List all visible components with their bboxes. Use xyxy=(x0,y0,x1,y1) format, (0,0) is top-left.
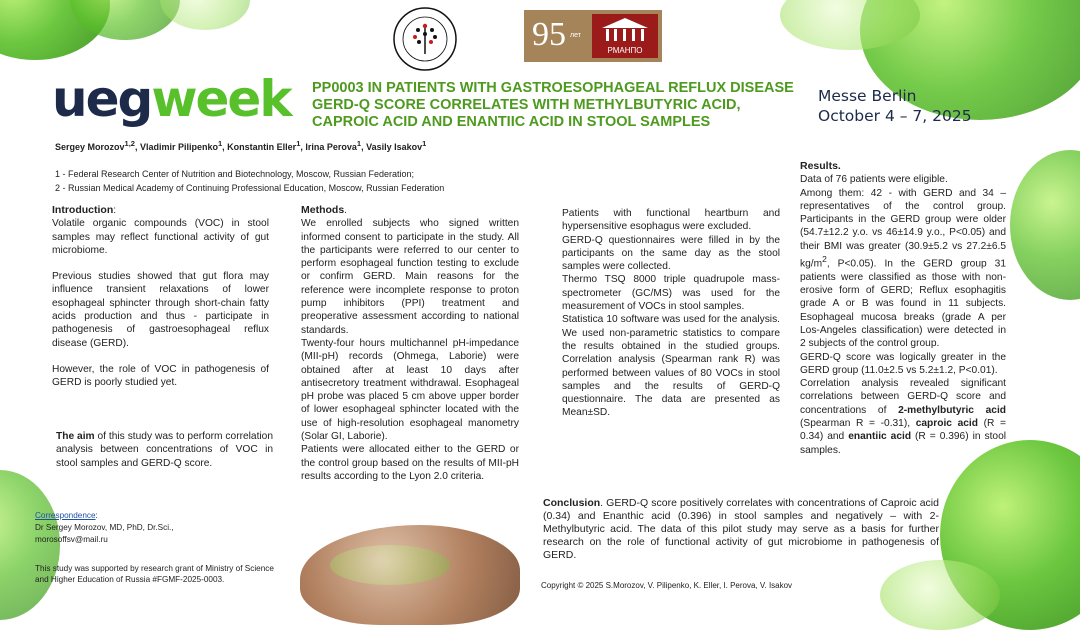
methods2-paragraph-4: Statistica 10 software was used for the analysis. We used non-parametric statistics to compare the results obtained in the studied groups. Correlation analysis (Spearman rank R) was performed between values of 80 VOCs in stool samples and the results of GERD-Q questionnaire. The data are presented as Mean±SD. xyxy=(562,314,780,419)
liver-vessels xyxy=(330,545,450,585)
results-text: (Spearman R = -0.31), xyxy=(800,418,916,430)
authors-line xyxy=(55,139,426,152)
methods2-paragraph-1: Patients with functional heartburn and hypersensitive esophagus were excluded. xyxy=(562,208,780,233)
methods-section xyxy=(301,204,519,483)
results-text: , P<0.05). In the GERD group 31 patients were classified as those with non-erosive form of GERD; Reflux esophagitis grade A or B was found in 11 subjects. Esophageal mucosa breaks (grade A per Los-Angeles classification) were detected in 2 subjects of the control group. xyxy=(800,258,1006,350)
results-paragraph-1: Data of 76 patients were eligible. xyxy=(800,174,948,186)
badge-number: 95 xyxy=(532,16,566,53)
results-section xyxy=(800,160,1006,457)
methods-continued-section xyxy=(562,207,780,420)
methods-paragraph-2: Twenty-four hours multichannel pH-impedance (MII-pH) records (Ohmega, Laborie) were obtained after at least 10 days after antisecretory treatment withdrawal. Esophageal pH probe was placed 5 cm above upper border of lower esophageal sphincter located with the use of high-resolution esophageal manometry (Solar GI, Laborie). xyxy=(301,337,519,443)
venue-name: Messe Berlin xyxy=(818,87,917,105)
poster-title xyxy=(312,80,802,131)
results-text: (R = 0.396) in stool samples. xyxy=(800,431,1006,456)
decor-shape-right xyxy=(1010,150,1080,300)
aim-section xyxy=(56,430,273,470)
author-name: , Irina Perova xyxy=(300,142,357,152)
author-name: , Vladimir Pilipenko xyxy=(134,142,218,152)
results-paragraph-4 xyxy=(800,377,1006,457)
badge-sub: лет xyxy=(570,32,581,39)
methods-paragraph-1: We enrolled subjects who signed written informed consent to participate in the study. All the participants were referred to our center to perform esophageal function testing to exclude or confirm GERD. Main reasons for the reference were incomplete response to proton pump inhibitors (PPI) treatment and preoperative assessment according to national standards. xyxy=(301,218,519,336)
methods-paragraph-3: Patients were allocated either to the GERD or the control group based on the results of MII-pH results according to the Lyon 2.0 criteria. xyxy=(301,444,519,482)
results-heading: Results. xyxy=(800,160,841,172)
author-affiliation-mark: 1 xyxy=(218,139,223,148)
event-venue xyxy=(818,86,972,126)
results-bold-term: enantiic acid xyxy=(848,431,912,443)
author-affiliation-mark: 1,2 xyxy=(124,139,135,148)
results-paragraph-2 xyxy=(800,187,1006,351)
title-line-1: PP0003 IN PATIENTS WITH GASTROESOPHAGEAL REFLUX DISEASE xyxy=(312,80,794,96)
author-name: , Vasily Isakov xyxy=(361,142,423,152)
results-text: Correlation analysis revealed significant correlations between GERD-Q score and concentrations of xyxy=(800,378,1006,416)
results-bold-term: 2-methylbutyric acid xyxy=(898,404,1007,416)
building-icon xyxy=(592,14,658,44)
decor-shape-top-left-3 xyxy=(160,0,250,30)
copyright-notice: Copyright © 2025 S.Morozov, V. Pilipenko, K. Eller, I. Perova, V. Isakov xyxy=(541,581,793,590)
anniversary-badge xyxy=(524,10,662,62)
author-affiliation-mark: 1 xyxy=(422,139,427,148)
aim-label: The aim xyxy=(56,431,95,442)
results-bold-term: caproic acid xyxy=(915,418,978,430)
correspondence-email[interactable]: morosoffsv@mail.ru xyxy=(35,535,108,544)
results-paragraph-3: GERD-Q score was logically greater in the GERD group (11.0±2.5 vs 5.2±1.2, P<0.01). xyxy=(800,351,1006,376)
ueg-week-logo xyxy=(52,70,291,128)
decor-shape-bottom-right-2 xyxy=(880,560,1000,630)
methods-heading: Methods xyxy=(301,204,345,216)
heading-punct: . xyxy=(344,205,348,216)
badge-institute: РМАНПО xyxy=(607,46,643,55)
aim-text: of this study was to perform correlation analysis between concentrations of VOC in stool samples and GERD-Q score. xyxy=(56,431,273,469)
author-affiliation-mark: 1 xyxy=(296,139,301,148)
affiliation-1: 1 - Federal Research Center of Nutrition and Biotechnology, Moscow, Russian Federation; xyxy=(55,169,415,179)
methods2-paragraph-3: Thermo TSQ 8000 triple quadrupole mass-spectrometer (GC/MS) was used for the measurement of VOCs in stool samples. xyxy=(562,274,780,313)
affiliation-2: 2 - Russian Medical Academy of Continuing Professional Education, Moscow, Russian Federation xyxy=(55,183,445,193)
heading-punct: : xyxy=(113,205,117,216)
author-affiliation-mark: 1 xyxy=(356,139,362,148)
logo-ueg-text: ueg xyxy=(52,70,152,128)
title-line-2: GERD-Q SCORE CORRELATES WITH METHYLBUTYRIC ACID, xyxy=(312,97,741,113)
conclusion-text: . GERD-Q score positively correlates with concentrations of Caproic acid (0.34) and Enanthic acid (0.396) in stool samples and negatively – with 2-Methylbutyric acid. The data of this pilot study may serve as a basis for further research on the role of functional activity of gut microbiome in pathogenesis of GERD. xyxy=(543,497,939,561)
methods2-paragraph-2: GERD-Q questionnaires were filled in by the participants on the same day as the stool samples were collected. xyxy=(562,234,780,273)
intro-paragraph-1: Volatile organic compounds (VOC) in stool samples may reflect functional activity of gut microbiome. xyxy=(52,218,269,256)
conclusion-label: Conclusion xyxy=(543,497,601,509)
heading-punct: : xyxy=(95,511,98,520)
logo-week-text: week xyxy=(151,70,291,128)
affiliations xyxy=(55,167,444,195)
correspondence-name: Dr Sergey Morozov, MD, PhD, Dr.Sci., xyxy=(35,523,174,532)
unit-superscript: 2 xyxy=(822,254,827,265)
correspondence-block xyxy=(35,510,174,546)
results-text: (R = 0.34) and xyxy=(800,418,1006,443)
event-dates: October 4 – 7, 2025 xyxy=(818,107,972,125)
introduction-heading: Introduction xyxy=(52,204,114,216)
conclusion-section xyxy=(543,497,939,562)
results-text: Among them: 42 - with GERD and 34 – representatives of the control group. Participants in the GERD group were older (54.7±12.2 y.o. vs 46±14.9 y.o., P<0.05) and their BMI was greater (30.9±5.2 vs 27.2±6.5 kg/m xyxy=(800,187,1006,270)
institute-emblem xyxy=(392,6,458,72)
title-line-3: CAPROIC ACID AND ENANTIIC ACID IN STOOL SAMPLES xyxy=(312,114,711,130)
intro-paragraph-3: However, the role of VOC in pathogenesis of GERD is poorly studied yet. xyxy=(52,363,269,389)
correspondence-label: Correspondence xyxy=(35,511,96,520)
introduction-section xyxy=(52,204,269,390)
intro-paragraph-2: Previous studies showed that gut flora may influence transient relaxations of lower esophageal sphincter through short-chain fatty acids production and thus - participate in pathogenesis of gastroesophageal reflux disease (GERD). xyxy=(52,271,269,349)
author-name: , Konstantin Eller xyxy=(222,142,297,152)
grant-statement: This study was supported by research grant of Ministry of Science and Higher Education of Russia #FGMF-2025-0003. xyxy=(35,564,274,584)
institute-logo xyxy=(592,14,658,58)
author-name: Sergey Morozov xyxy=(55,142,125,152)
